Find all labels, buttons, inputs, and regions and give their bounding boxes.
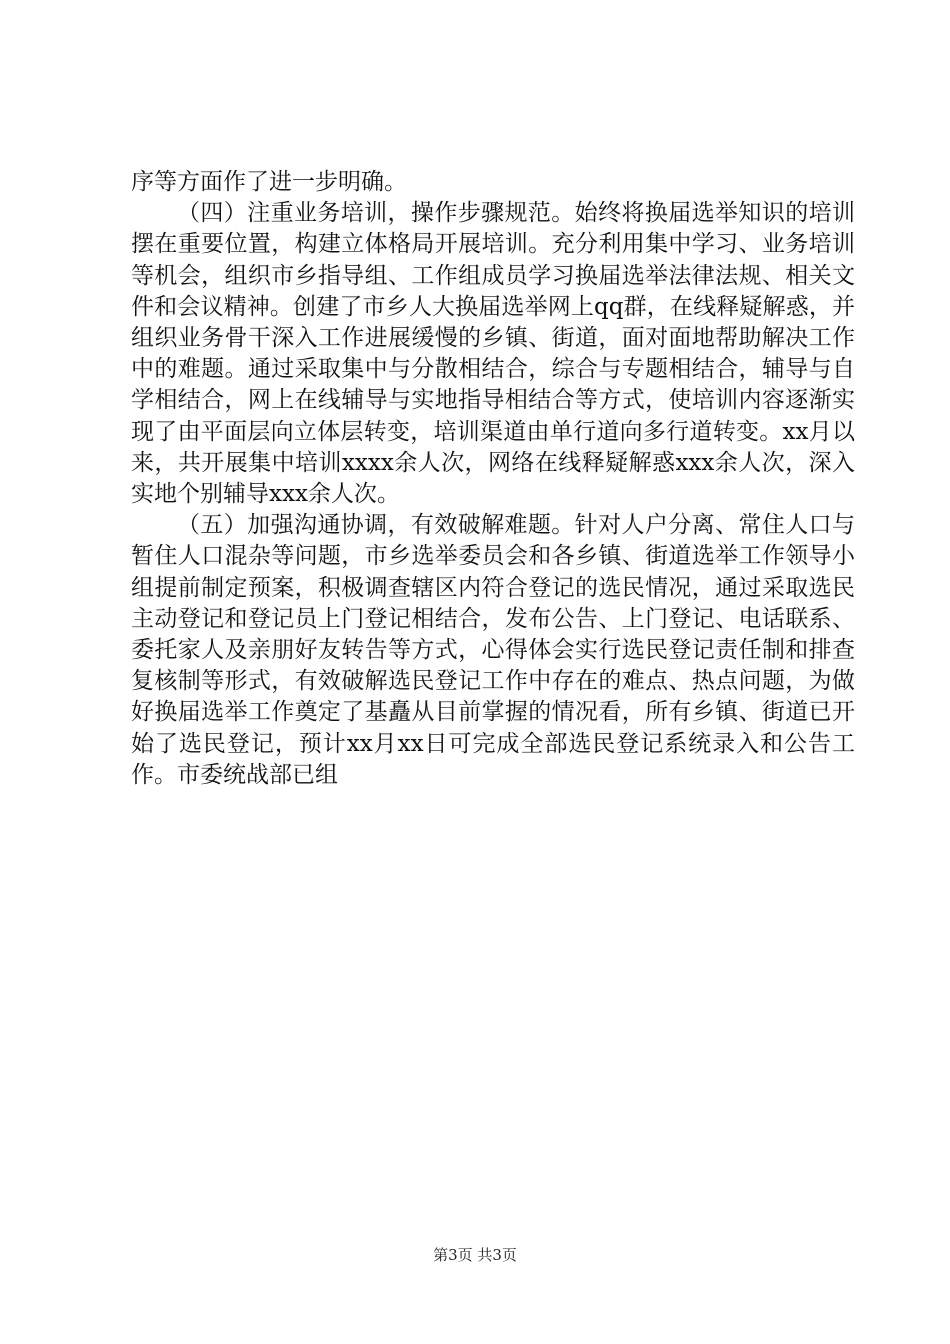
paragraph-continuation: 序等方面作了进一步明确。 xyxy=(131,169,407,195)
page-number-label: 第3页 共3页 xyxy=(433,1246,517,1264)
paragraph-section-four: （四）注重业务培训，操作步骤规范。始终将换届选举知识的培训摆在重要位置，构建立体格局开展培训。充分利用集中学习、业务培训等机会，组织市乡指导组、工作组成员学习换届选举法律法规、相关文件和会议精神。创建了市乡人大换届选举网上qq群，在线释疑解惑，并组织业务骨干深入工作进展缓慢的乡镇、街道，面对面地帮助解决工作中的难题。通过采取集中与分散相结合，综合与专题相结合，辅导与自学相结合，网上在线辅导与实地指导相结合等方式，使培训内容逐渐实现了由平面层向立体层转变，培训渠道由单行道向多行道转变。xx月以来，共开展集中培训xxxx余人次，网络在线释疑解惑xxx余人次，深入实地个别辅导xxx余人次。 xyxy=(131,200,855,508)
document-body xyxy=(131,167,855,791)
paragraph-section-five: （五）加强沟通协调，有效破解难题。针对人户分离、常住人口与暂住人口混杂等问题，市乡选举委员会和各乡镇、街道选举工作领导小组提前制定预案，积极调查辖区内符合登记的选民情况，通过采取选民主动登记和登记员上门登记相结合，发布公告、上门登记、电话联系、委托家人及亲朋好友转告等方式，心得体会实行选民登记责任制和排查复核制等形式，有效破解选民登记工作中存在的难点、热点问题，为做好换届选举工作奠定了基矗从目前掌握的情况看，所有乡镇、街道已开始了选民登记，预计xx月xx日可完成全部选民登记系统录入和公告工作。市委统战部已组 xyxy=(131,512,855,788)
page-footer xyxy=(0,1245,950,1265)
